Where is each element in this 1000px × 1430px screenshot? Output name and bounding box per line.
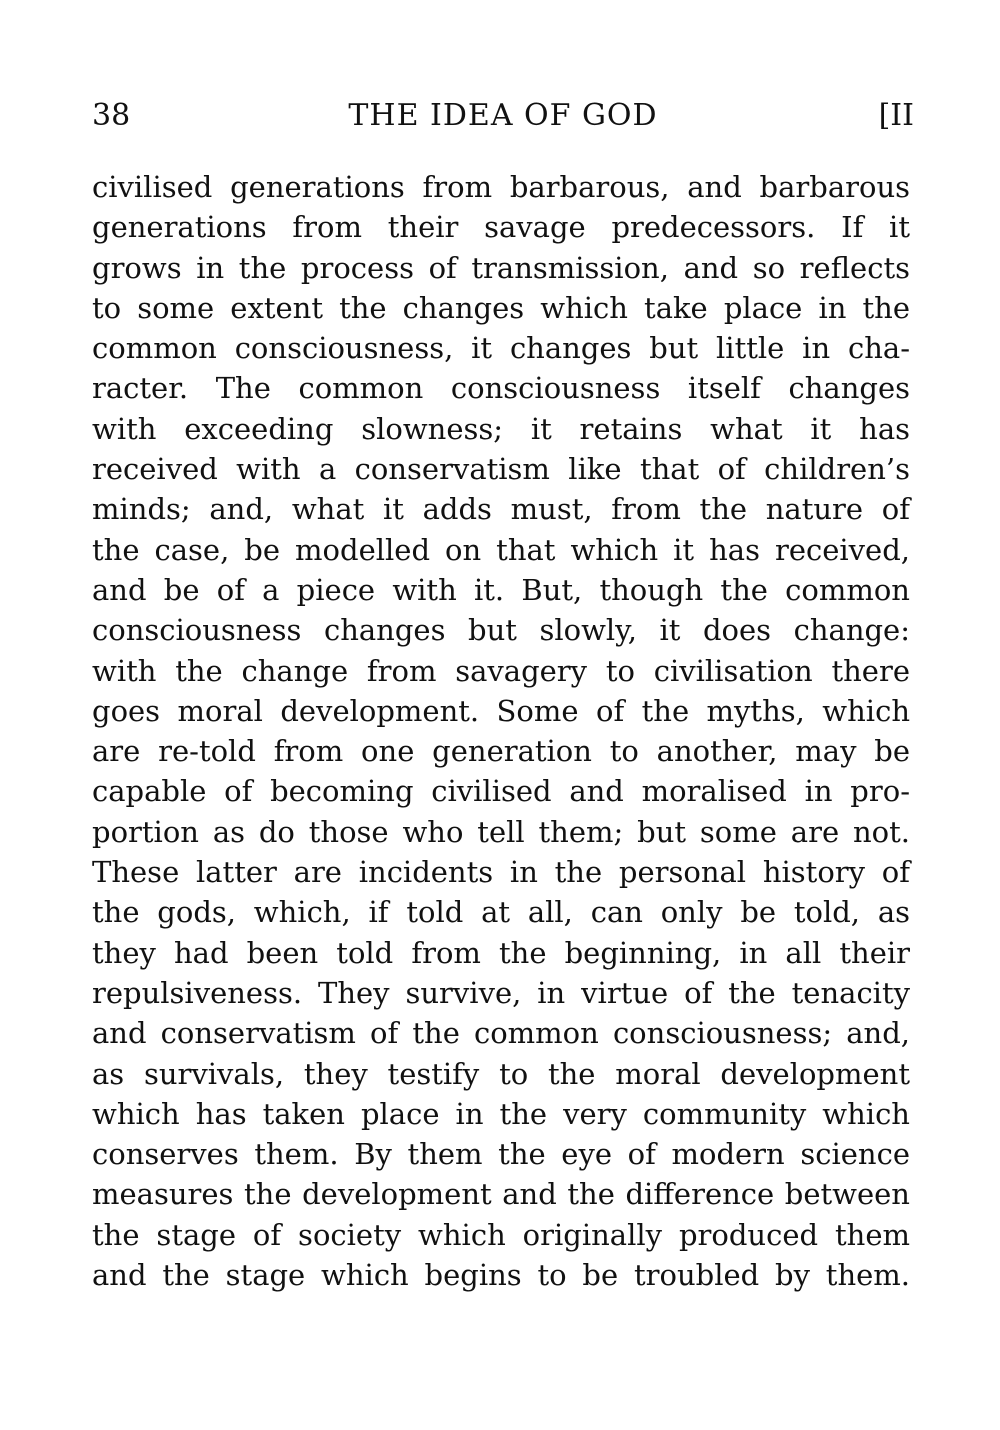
text-line: the case, be modelled on that which it has received, bbox=[92, 532, 910, 567]
text-line: grows in the process of transmission, and so reflects bbox=[92, 250, 910, 285]
text-line: the gods, which, if told at all, can only be told, as bbox=[92, 895, 910, 930]
text-line: with the change from savagery to civilisation there bbox=[92, 653, 910, 688]
text-line: civilised generations from barbarous, and barbarous bbox=[92, 170, 910, 204]
text-line: the stage of society which originally produced them bbox=[92, 1217, 910, 1252]
text-line: with exceeding slowness; it retains what it has bbox=[92, 411, 910, 446]
text-line: repulsiveness. They survive, in virtue of the tenacity bbox=[92, 975, 910, 1010]
text-line: are re-told from one generation to another, may be bbox=[92, 734, 910, 769]
text-line: to some extent the changes which take place in the bbox=[92, 290, 910, 325]
text-line: common consciousness, it changes but little in cha- bbox=[92, 331, 910, 366]
text-line: minds; and, what it adds must, from the nature of bbox=[92, 492, 910, 527]
page-number: 38 bbox=[92, 98, 131, 133]
text-line: which has taken place in the very community which bbox=[92, 1096, 910, 1131]
running-head bbox=[92, 96, 914, 140]
text-line: goes moral development. Some of the myths, which bbox=[92, 693, 910, 728]
text-line: racter. The common consciousness itself changes bbox=[92, 371, 910, 406]
text-line: conserves them. By them the eye of modern science bbox=[92, 1137, 910, 1172]
text-line: and conservatism of the common consciousness; and, bbox=[92, 1016, 910, 1051]
text-line: portion as do those who tell them; but some are not. bbox=[92, 814, 910, 849]
text-line: and be of a piece with it. But, though the common bbox=[92, 572, 910, 607]
text-line: These latter are incidents in the personal history of bbox=[92, 855, 910, 890]
text-line: and the stage which begins to be troubled by them. bbox=[92, 1258, 910, 1293]
text-line: they had been told from the beginning, in all their bbox=[92, 935, 910, 970]
text-line: as survivals, they testify to the moral development bbox=[92, 1056, 910, 1091]
text-line: capable of becoming civilised and moralised in pro- bbox=[92, 774, 910, 809]
body-text bbox=[92, 167, 910, 1295]
book-title: THE IDEA OF GOD bbox=[348, 98, 658, 133]
chapter-mark: [II bbox=[878, 98, 914, 133]
text-line: consciousness changes but slowly, it does change: bbox=[92, 613, 910, 648]
text-line: generations from their savage predecessors. If it bbox=[92, 210, 910, 245]
text-line: measures the development and the difference between bbox=[92, 1177, 910, 1212]
text-line: received with a conservatism like that of children’s bbox=[92, 452, 910, 487]
